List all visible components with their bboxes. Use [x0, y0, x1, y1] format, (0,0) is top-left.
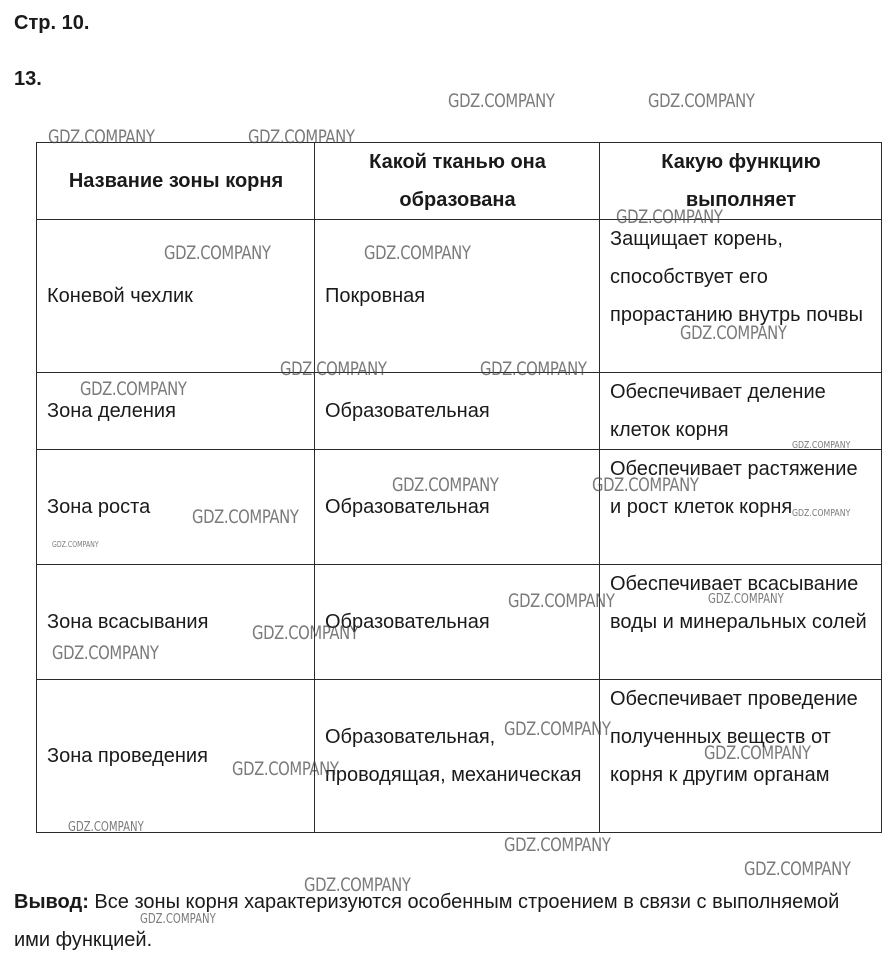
watermark: GDZ.COMPANY: [140, 912, 216, 927]
table-header-row: [37, 143, 882, 220]
zone-name-cell: Коневой чехлик: [37, 220, 315, 373]
watermark: GDZ.COMPANY: [508, 590, 615, 612]
watermark: GDZ.COMPANY: [248, 126, 355, 148]
conclusion-label: Вывод:: [14, 891, 89, 913]
watermark: GDZ.COMPANY: [648, 90, 755, 112]
watermark: GDZ.COMPANY: [704, 742, 811, 764]
watermark: GDZ.COMPANY: [304, 874, 411, 896]
watermark: GDZ.COMPANY: [616, 206, 723, 228]
function-cell: Обеспечивает проведение полученных веществ от корня к другим органам: [600, 680, 882, 833]
tissue-cell: Покровная: [315, 220, 600, 373]
watermark: GDZ.COMPANY: [80, 378, 187, 400]
table-row: [37, 373, 882, 450]
zone-name-cell: Зона всасывания: [37, 565, 315, 680]
conclusion-text: Все зоны корня характеризуются особенным строением в связи с выполняемой ими функцией.: [14, 891, 840, 951]
header-function: Какую функцию выполняет: [600, 143, 882, 220]
watermark: GDZ.COMPANY: [744, 858, 851, 880]
tissue-cell: Образовательная: [315, 450, 600, 565]
watermark: GDZ.COMPANY: [504, 834, 611, 856]
task-number: 13.: [14, 68, 42, 90]
table-row: [37, 450, 882, 565]
watermark: GDZ.COMPANY: [52, 642, 159, 664]
header-tissue: Какой тканью она образована: [315, 143, 600, 220]
watermark: GDZ.COMPANY: [252, 622, 359, 644]
function-cell: Обеспечивает деление клеток корня: [600, 373, 882, 450]
table-row: [37, 680, 882, 833]
watermark: GDZ.COMPANY: [232, 758, 339, 780]
function-cell: Обеспечивает растяжение и рост клеток корня: [600, 450, 882, 565]
watermark: GDZ.COMPANY: [48, 126, 155, 148]
conclusion: [14, 883, 854, 959]
watermark: GDZ.COMPANY: [448, 90, 555, 112]
watermark: GDZ.COMPANY: [68, 820, 144, 835]
function-cell: Обеспечивает всасывание воды и минеральных солей: [600, 565, 882, 680]
table-row: [37, 565, 882, 680]
zone-name-cell: Зона роста: [37, 450, 315, 565]
function-cell: Защищает корень, способствует его прорастанию внутрь почвы: [600, 220, 882, 373]
watermark: GDZ.COMPANY: [280, 358, 387, 380]
tissue-cell: Образовательная: [315, 373, 600, 450]
watermark: GDZ.COMPANY: [792, 508, 851, 519]
watermark: GDZ.COMPANY: [192, 506, 299, 528]
page-heading: Стр. 10.: [14, 12, 90, 34]
tissue-cell: Образовательная, проводящая, механическая: [315, 680, 600, 833]
watermark: GDZ.COMPANY: [792, 440, 851, 451]
zone-name-cell: Зона проведения: [37, 680, 315, 833]
watermark: GDZ.COMPANY: [392, 474, 499, 496]
watermark: GDZ.COMPANY: [364, 242, 471, 264]
watermark: GDZ.COMPANY: [504, 718, 611, 740]
tissue-cell: Образовательная: [315, 565, 600, 680]
watermark: GDZ.COMPANY: [164, 242, 271, 264]
watermark: GDZ.COMPANY: [708, 592, 784, 607]
header-zone-name: Название зоны корня: [37, 143, 315, 220]
watermark: GDZ.COMPANY: [480, 358, 587, 380]
table-row: [37, 220, 882, 373]
watermark: GDZ.COMPANY: [592, 474, 699, 496]
watermark: GDZ.COMPANY: [680, 322, 787, 344]
root-zones-table: [36, 142, 882, 833]
watermark: GDZ.COMPANY: [52, 540, 99, 549]
zone-name-cell: Зона деления: [37, 373, 315, 450]
